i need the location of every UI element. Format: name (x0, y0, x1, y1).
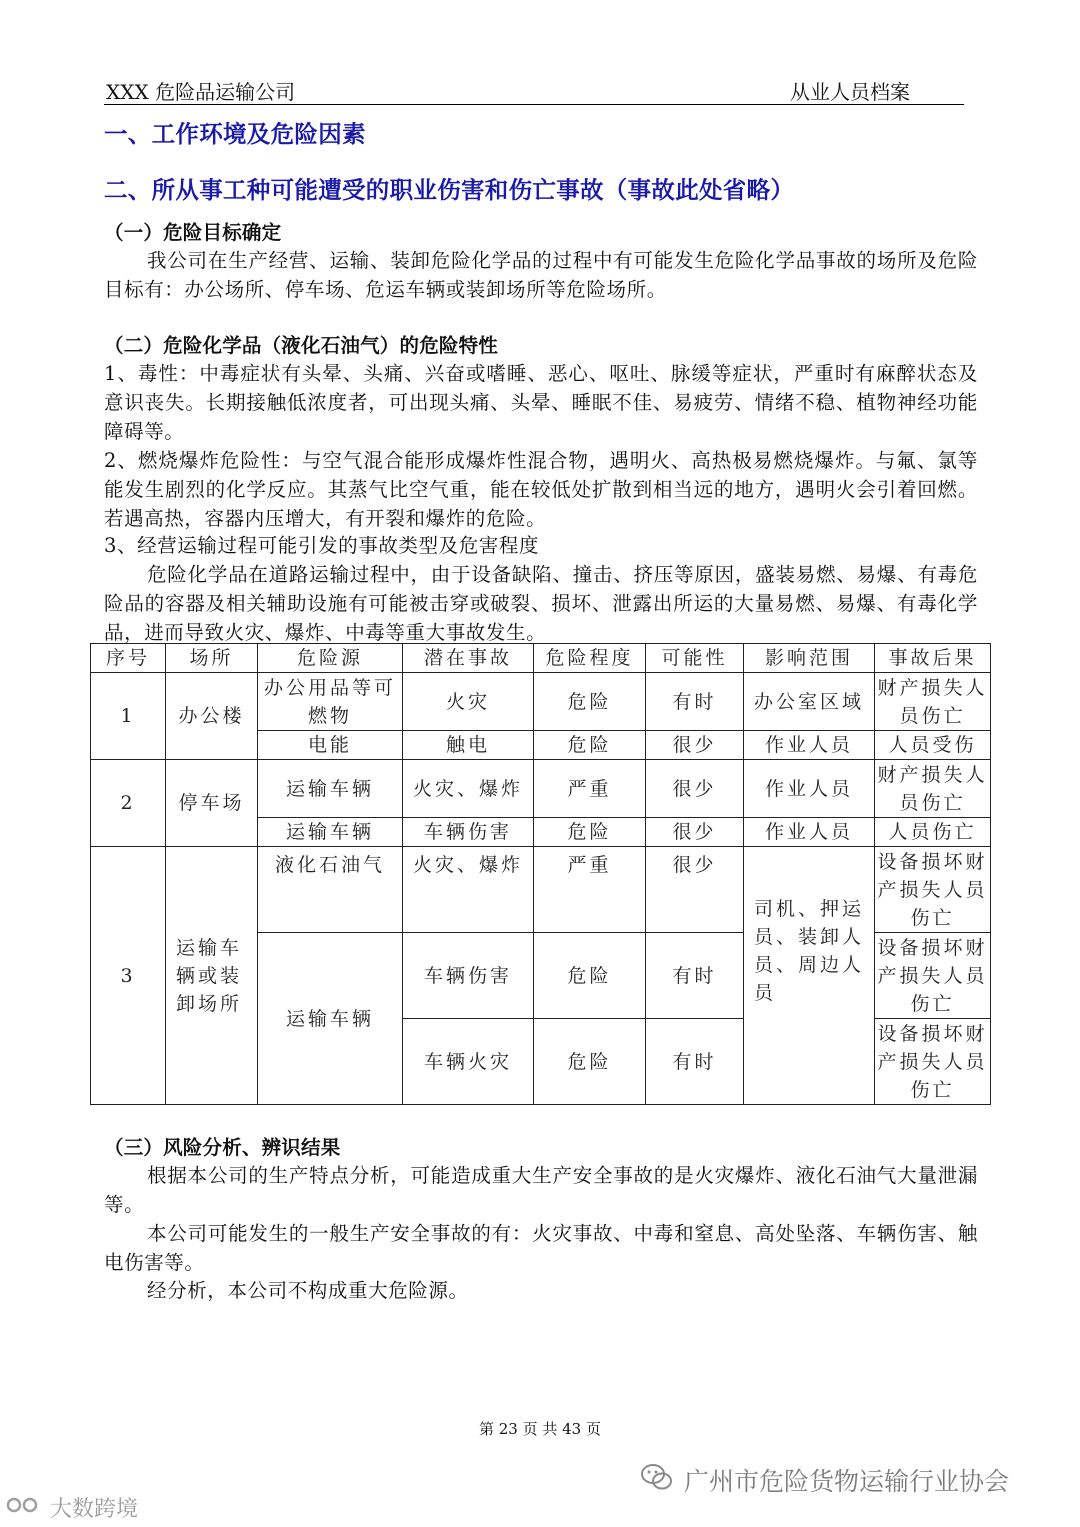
watermark-association-text: 广州市危险货物运输行业协会 (684, 1467, 1010, 1496)
header-cell: 事故后果 (875, 644, 991, 673)
cell-accident: 火灾、爆炸 (403, 760, 534, 818)
header-cell: 影响范围 (744, 644, 875, 673)
cell-likelihood: 很少 (646, 847, 744, 933)
sub2-title: （二）危险化学品（液化石油气）的危险特性 (104, 334, 499, 357)
cell-place: 办公楼 (166, 673, 258, 760)
cell-scope: 办公室区域 (744, 673, 875, 731)
cell-place: 停车场 (166, 760, 258, 847)
brand-logo-icon (6, 1493, 44, 1523)
sub1-paragraph: 我公司在生产经营、运输、装卸危险化学品的过程中有可能发生危险化学品事故的场所及危险目标有：办公场所、停车场、危运车辆或装卸场所等危险场所。 (104, 249, 978, 301)
cell-accident: 车辆伤害 (403, 933, 534, 1019)
section-2-title: 二、所从事工种可能遭受的职业伤害和伤亡事故（事故此处省略） (104, 176, 795, 204)
risk-table (90, 643, 991, 1105)
watermark-brand (6, 1492, 138, 1523)
header-cell: 可能性 (646, 644, 744, 673)
sub2-item2: 2、燃烧爆炸危险性：与空气混合能形成爆炸性混合物，遇明火、高热极易燃烧爆炸。与氟、氯等能发生剧烈的化学反应。其蒸气比空气重，能在较低处扩散到相当远的地方，遇明火会引着回燃。若遇高热，容器内压增大，有开裂和爆炸的危险。 (104, 449, 978, 530)
cell-result: 设备损坏财产损失人员伤亡 (875, 1019, 991, 1105)
cell-source: 办公用品等可燃物 (258, 673, 403, 731)
cell-result: 设备损坏财产损失人员伤亡 (875, 847, 991, 933)
sub2-item3: 3、经营运输过程可能引发的事故类型及危害程度 (104, 534, 540, 557)
cell-source: 运输车辆 (258, 818, 403, 847)
cell-result: 设备损坏财产损失人员伤亡 (875, 933, 991, 1019)
cell-likelihood: 很少 (646, 731, 744, 760)
page-number: 第 23 页 共 43 页 (478, 1420, 601, 1438)
table-row (91, 760, 991, 818)
sub3-paragraph-1: 根据本公司的生产特点分析，可能造成重大生产安全事故的是火灾爆炸、液化石油气大量泄漏等。 (104, 1164, 978, 1216)
cell-likelihood: 很少 (646, 760, 744, 818)
wechat-icon (640, 1462, 674, 1498)
header-company: XXX 危险品运输公司 (106, 80, 296, 104)
cell-result: 财产损失人员伤亡 (875, 673, 991, 731)
watermark-association (640, 1462, 1009, 1498)
cell-result: 人员伤亡 (875, 818, 991, 847)
cell-place: 运输车辆或装卸场所 (166, 847, 258, 1105)
section-1-title: 一、工作环境及危险因素 (104, 120, 366, 148)
cell-degree: 危险 (534, 731, 646, 760)
cell-likelihood: 有时 (646, 1019, 744, 1105)
cell-accident: 车辆火灾 (403, 1019, 534, 1105)
cell-degree: 危险 (534, 933, 646, 1019)
cell-no: 1 (91, 673, 166, 760)
cell-source: 电能 (258, 731, 403, 760)
header-cell: 危险程度 (534, 644, 646, 673)
cell-degree: 严重 (534, 760, 646, 818)
cell-source: 运输车辆 (258, 760, 403, 818)
cell-result: 人员受伤 (875, 731, 991, 760)
sub2-item3-paragraph: 危险化学品在道路运输过程中，由于设备缺陷、撞击、挤压等原因，盛装易燃、易爆、有毒危险品的容器及相关辅助设施有可能被击穿或破裂、损坏、泄露出所运的大量易燃、易爆、有毒化学品，进而导致火灾、爆炸、中毒等重大事故发生。 (104, 563, 978, 644)
cell-likelihood: 很少 (646, 818, 744, 847)
cell-likelihood: 有时 (646, 933, 744, 1019)
sub3-title: （三）风险分析、辨识结果 (104, 1136, 341, 1159)
header-cell: 潜在事故 (403, 644, 534, 673)
cell-no: 3 (91, 847, 166, 1105)
cell-degree: 危险 (534, 1019, 646, 1105)
header-rule (104, 104, 964, 105)
header-cell: 危险源 (258, 644, 403, 673)
sub3-paragraph-2: 本公司可能发生的一般生产安全事故的有：火灾事故、中毒和窒息、高处坠落、车辆伤害、触电伤害等。 (104, 1222, 978, 1274)
cell-scope: 作业人员 (744, 818, 875, 847)
table-row (91, 673, 991, 731)
cell-accident: 火灾、爆炸 (403, 847, 534, 933)
sub1-title: （一）危险目标确定 (104, 221, 282, 244)
cell-accident: 火灾 (403, 673, 534, 731)
cell-result: 财产损失人员伤亡 (875, 760, 991, 818)
cell-no: 2 (91, 760, 166, 847)
watermark-brand-text: 大数跨境 (50, 1497, 139, 1522)
cell-source: 运输车辆 (258, 933, 403, 1105)
sub3-paragraph-3: 经分析，本公司不构成重大危险源。 (147, 1279, 469, 1302)
cell-scope: 司机、押运员、装卸人员、周边人员 (744, 847, 875, 1105)
cell-scope: 作业人员 (744, 731, 875, 760)
cell-degree: 严重 (534, 847, 646, 933)
header-cell: 场所 (166, 644, 258, 673)
header-archive: 从业人员档案 (790, 80, 910, 104)
cell-accident: 触电 (403, 731, 534, 760)
header-cell: 序号 (91, 644, 166, 673)
sub2-item1: 1、毒性：中毒症状有头晕、头痛、兴奋或嗜睡、恶心、呕吐、脉缓等症状，严重时有麻醉状态及意识丧失。长期接触低浓度者，可出现头痛、头晕、睡眠不佳、易疲劳、情绪不稳、植物神经功能障碍等。 (104, 362, 978, 443)
cell-degree: 危险 (534, 818, 646, 847)
cell-likelihood: 有时 (646, 673, 744, 731)
cell-accident: 车辆伤害 (403, 818, 534, 847)
cell-scope: 作业人员 (744, 760, 875, 818)
cell-degree: 危险 (534, 673, 646, 731)
table-row (91, 847, 991, 933)
table-header-row (91, 644, 991, 673)
cell-source: 液化石油气 (258, 847, 403, 933)
